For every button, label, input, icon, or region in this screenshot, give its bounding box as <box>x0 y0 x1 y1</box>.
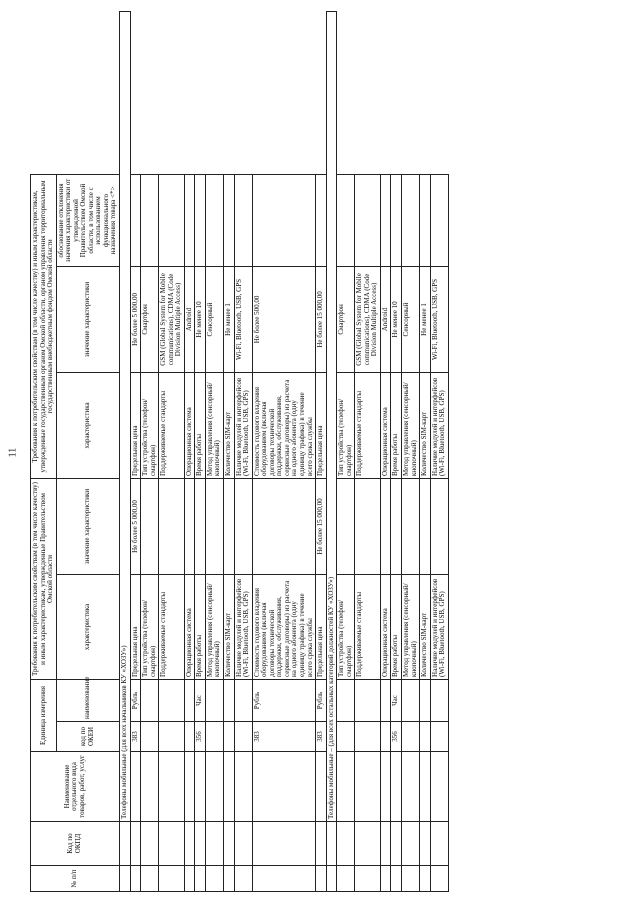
cell-unit <box>401 679 419 721</box>
header-value-gov: значение характеристики <box>56 478 119 574</box>
cell-okei <box>224 722 235 752</box>
cell-num <box>420 866 431 892</box>
cell-item-name <box>420 752 431 822</box>
cell-char-body: Количество SIM-карт <box>224 372 235 478</box>
cell-value-body: Сенсорный <box>205 266 223 372</box>
table-row <box>205 11 223 891</box>
cell-char-body: Метод управления (сенсорный/ кнопочный) <box>401 372 419 478</box>
cell-value-gov <box>355 478 381 574</box>
cell-item-name <box>401 752 419 822</box>
section-title: Телефоны мобильные – (для всех остальных категорий должностей КУ «ХОЗУ») <box>326 11 337 821</box>
cell-value-body: GSM (Global System for Mobile communications), CDMA (Code Division Multiple Access) <box>355 266 381 372</box>
cell-value-gov <box>380 478 391 574</box>
cell-spacer <box>391 11 402 174</box>
cell-value-gov: Не более 15 000,00 <box>316 478 327 574</box>
cell-item-name <box>195 752 206 822</box>
cell-item-name <box>224 752 235 822</box>
cell-okei: 383 <box>130 722 141 752</box>
cell-okei <box>234 722 252 752</box>
cell-spacer <box>420 11 431 174</box>
cell-value-body: Не менее 1 <box>420 266 431 372</box>
cell-okpd <box>224 822 235 866</box>
table-row <box>234 11 252 891</box>
cell-num <box>184 866 195 892</box>
cell-value-body: Не менее 10 <box>195 266 206 372</box>
table-row <box>224 11 235 891</box>
cell-char-body: Время работы <box>195 372 206 478</box>
cell-char-gov: Тип устройства (телефон/смартфон) <box>337 574 355 679</box>
cell-num <box>380 866 391 892</box>
cell-num <box>159 866 185 892</box>
section-title: Телефоны мобильные (для всех начальников КУ «ХОЗУ») <box>120 11 131 821</box>
cell-okei <box>430 722 448 752</box>
cell-spacer <box>337 11 355 174</box>
cell-spacer <box>380 11 391 174</box>
cell-justification <box>355 174 381 266</box>
cell-okei <box>401 722 419 752</box>
cell-char-body: Наличие модулей и интерфейсов (Wi-Fi, Bluetooth, USB, GPS) <box>430 372 448 478</box>
table-row <box>141 11 159 891</box>
cell-okpd <box>355 822 381 866</box>
cell-okei <box>337 722 355 752</box>
cell-okpd <box>234 822 252 866</box>
cell-unit <box>380 679 391 721</box>
table-body <box>120 11 449 891</box>
cell-num <box>316 866 327 892</box>
cell-unit <box>159 679 185 721</box>
cell-item-name <box>391 752 402 822</box>
cell-okei <box>380 722 391 752</box>
cell-spacer <box>224 11 235 174</box>
cell-okei <box>159 722 185 752</box>
cell-value-gov: Не более 5 000,00 <box>130 478 141 574</box>
cell-unit: Час <box>391 679 402 721</box>
cell-okpd <box>326 822 337 866</box>
cell-justification <box>159 174 185 266</box>
header-char-body: характеристика <box>56 372 119 478</box>
cell-spacer <box>141 11 159 174</box>
document-sheet <box>30 12 626 892</box>
cell-spacer <box>205 11 223 174</box>
header-num: № п/п <box>31 866 120 892</box>
cell-value-body: Android <box>184 266 195 372</box>
cell-char-gov: Метод управления (сенсорный/ кнопочный) <box>401 574 419 679</box>
section-row <box>120 11 131 891</box>
cell-value-gov <box>337 478 355 574</box>
cell-char-gov: Поддерживаемые стандарты <box>355 574 381 679</box>
cell-unit: Рубль <box>252 679 315 721</box>
cell-spacer <box>316 11 327 174</box>
cell-num <box>224 866 235 892</box>
cell-justification <box>316 174 327 266</box>
cell-char-body: Предельная цена <box>316 372 327 478</box>
cell-okpd <box>120 822 131 866</box>
cell-okei <box>141 722 159 752</box>
cell-char-body: Тип устройства (телефон/смартфон) <box>337 372 355 478</box>
cell-char-gov: Тип устройства (телефон/смартфон) <box>141 574 159 679</box>
cell-unit <box>420 679 431 721</box>
cell-unit <box>141 679 159 721</box>
cell-value-gov <box>420 478 431 574</box>
cell-justification <box>401 174 419 266</box>
cell-char-body: Поддерживаемые стандарты <box>159 372 185 478</box>
cell-value-gov <box>234 478 252 574</box>
cell-char-gov: Предельная цена <box>316 574 327 679</box>
cell-spacer <box>401 11 419 174</box>
cell-value-body: Не более 15 000,00 <box>316 266 327 372</box>
cell-char-gov: Операционная система <box>380 574 391 679</box>
cell-justification <box>234 174 252 266</box>
cell-value-gov <box>252 478 315 574</box>
cell-item-name <box>234 752 252 822</box>
cell-value-gov <box>391 478 402 574</box>
cell-unit: Рубль <box>130 679 141 721</box>
cell-value-body: Wi-Fi, Bluetooth, USB, GPS <box>234 266 252 372</box>
cell-value-body: Wi-Fi, Bluetooth, USB, GPS <box>430 266 448 372</box>
cell-item-name <box>184 752 195 822</box>
cell-okpd <box>337 822 355 866</box>
cell-char-gov: Количество SIM-карт <box>420 574 431 679</box>
cell-okpd <box>159 822 185 866</box>
cell-value-body: Не более 500,00 <box>252 266 315 372</box>
table-row <box>184 11 195 891</box>
cell-char-body: Операционная система <box>380 372 391 478</box>
cell-char-gov: Метод управления (сенсорный/ кнопочный) <box>205 574 223 679</box>
cell-item-name <box>337 752 355 822</box>
cell-char-body: Стоимость годового владения оборудованием (включая договоры технической поддержки, обслуживания, сервисные договоры) из расчета на одного абонента (одну единицу трафика) в течение всего срока службы <box>252 372 315 478</box>
cell-unit <box>224 679 235 721</box>
cell-justification <box>184 174 195 266</box>
cell-num <box>141 866 159 892</box>
cell-spacer <box>252 11 315 174</box>
table-row <box>430 11 448 891</box>
cell-okpd <box>195 822 206 866</box>
table-row <box>355 11 381 891</box>
cell-spacer <box>195 11 206 174</box>
cell-num <box>195 866 206 892</box>
header-spacer <box>31 11 120 174</box>
cell-char-body: Тип устройства (телефон/смартфон) <box>141 372 159 478</box>
cell-value-gov <box>224 478 235 574</box>
cell-num <box>401 866 419 892</box>
cell-num <box>337 866 355 892</box>
cell-okei <box>184 722 195 752</box>
cell-value-gov <box>205 478 223 574</box>
cell-unit: Час <box>195 679 206 721</box>
cell-spacer <box>130 11 141 174</box>
cell-okpd <box>430 822 448 866</box>
header-justification: обоснование отклонения значения характеристики от утвержденной Правительством Омской области, в том числе с использованием функционального назначения товара <*> <box>56 174 119 266</box>
cell-spacer <box>184 11 195 174</box>
cell-justification <box>420 174 431 266</box>
cell-char-body: Наличие модулей и интерфейсов (Wi-Fi, Bluetooth, USB, GPS) <box>234 372 252 478</box>
cell-item-name <box>355 752 381 822</box>
cell-unit: Рубль <box>316 679 327 721</box>
cell-item-name <box>252 752 315 822</box>
table-row <box>195 11 206 891</box>
cell-okpd <box>391 822 402 866</box>
cell-value-gov <box>184 478 195 574</box>
cell-char-gov: Время работы <box>195 574 206 679</box>
cell-unit <box>337 679 355 721</box>
table-row <box>130 11 141 891</box>
cell-num <box>252 866 315 892</box>
cell-okpd <box>380 822 391 866</box>
cell-justification <box>195 174 206 266</box>
cell-num <box>326 866 337 892</box>
header-req-gov: Требования к потребительским свойствам (в том числе качеству) и иным характеристикам, утвержденные Правительством Омской области <box>31 478 57 679</box>
cell-okpd <box>184 822 195 866</box>
cell-okei: 356 <box>391 722 402 752</box>
cell-okei: 383 <box>252 722 315 752</box>
cell-num <box>430 866 448 892</box>
cell-justification <box>224 174 235 266</box>
table-row <box>420 11 431 891</box>
cell-char-body: Время работы <box>391 372 402 478</box>
cell-num <box>391 866 402 892</box>
table-row <box>337 11 355 891</box>
cell-justification <box>430 174 448 266</box>
cell-unit <box>184 679 195 721</box>
table-row <box>252 11 315 891</box>
header-unit: Единица измерения <box>31 679 57 751</box>
cell-value-body: Сенсорный <box>401 266 419 372</box>
table-row <box>159 11 185 891</box>
header-unit-okei: код по ОКЕИ <box>56 722 119 752</box>
cell-spacer <box>355 11 381 174</box>
cell-char-gov: Наличие модулей и интерфейсов (Wi-Fi, Bluetooth, USB, GPS) <box>234 574 252 679</box>
table-row <box>316 11 327 891</box>
cell-okei <box>355 722 381 752</box>
page-number: 11 <box>7 447 19 458</box>
cell-value-gov <box>401 478 419 574</box>
table-row <box>401 11 419 891</box>
cell-char-gov: Поддерживаемые стандарты <box>159 574 185 679</box>
cell-char-gov: Количество SIM-карт <box>224 574 235 679</box>
cell-unit <box>355 679 381 721</box>
header-char-gov: характеристика <box>56 574 119 679</box>
cell-spacer <box>159 11 185 174</box>
cell-justification <box>252 174 315 266</box>
cell-okpd <box>205 822 223 866</box>
section-row <box>326 11 337 891</box>
cell-justification <box>337 174 355 266</box>
cell-value-body: Android <box>380 266 391 372</box>
requirements-table <box>30 11 449 892</box>
cell-item-name <box>380 752 391 822</box>
cell-item-name <box>205 752 223 822</box>
table-row <box>391 11 402 891</box>
cell-okpd <box>252 822 315 866</box>
cell-okpd <box>130 822 141 866</box>
cell-value-body: Не менее 1 <box>224 266 235 372</box>
cell-okei: 356 <box>195 722 206 752</box>
header-req-body: Требования к потребительским свойствам (в том числе качеству) и иным характеристикам, утвержденные государственным органом Омской области, органом управления территориальным государственным внебюджетным фондом Омской области <box>31 174 57 478</box>
cell-justification <box>380 174 391 266</box>
cell-value-body: GSM (Global System for Mobile communications), CDMA (Code Division Multiple Access) <box>159 266 185 372</box>
cell-item-name <box>316 752 327 822</box>
cell-okpd <box>316 822 327 866</box>
cell-num <box>205 866 223 892</box>
cell-okpd <box>401 822 419 866</box>
cell-justification <box>141 174 159 266</box>
cell-value-gov <box>195 478 206 574</box>
cell-justification <box>130 174 141 266</box>
header-value-body: значение характеристики <box>56 266 119 372</box>
header-item-name: Наименование отдельного вида товаров, работ, услуг <box>31 752 120 822</box>
table-row <box>380 11 391 891</box>
cell-item-name <box>130 752 141 822</box>
cell-item-name <box>141 752 159 822</box>
cell-item-name <box>159 752 185 822</box>
cell-char-gov: Стоимость годового владения оборудованием (включая договоры технической поддержки, обслуживания, сервисные договоры) из расчета на одного абонента (одну единицу трафика) в течение всего срока службы <box>252 574 315 679</box>
cell-okei: 383 <box>316 722 327 752</box>
cell-char-body: Предельная цена <box>130 372 141 478</box>
cell-okei <box>420 722 431 752</box>
cell-value-body: Не менее 10 <box>391 266 402 372</box>
cell-unit <box>234 679 252 721</box>
cell-num <box>120 866 131 892</box>
cell-value-gov <box>141 478 159 574</box>
cell-spacer <box>430 11 448 174</box>
header-okpd-code: Код по ОКПД <box>31 822 120 866</box>
cell-unit <box>430 679 448 721</box>
cell-value-body: Смартфон <box>141 266 159 372</box>
cell-value-body: Не более 5 000,00 <box>130 266 141 372</box>
cell-okei <box>205 722 223 752</box>
cell-value-gov <box>430 478 448 574</box>
table-header <box>31 11 120 891</box>
cell-justification <box>391 174 402 266</box>
cell-char-gov: Наличие модулей и интерфейсов (Wi-Fi, Bluetooth, USB, GPS) <box>430 574 448 679</box>
cell-char-body: Операционная система <box>184 372 195 478</box>
cell-okpd <box>420 822 431 866</box>
cell-char-gov: Предельная цена <box>130 574 141 679</box>
cell-value-gov <box>159 478 185 574</box>
cell-char-body: Поддерживаемые стандарты <box>355 372 381 478</box>
cell-item-name <box>430 752 448 822</box>
cell-okpd <box>141 822 159 866</box>
cell-char-gov: Операционная система <box>184 574 195 679</box>
cell-char-body: Количество SIM-карт <box>420 372 431 478</box>
cell-num <box>234 866 252 892</box>
header-unit-name: наименование <box>56 679 119 721</box>
cell-value-body: Смартфон <box>337 266 355 372</box>
cell-spacer <box>234 11 252 174</box>
cell-justification <box>205 174 223 266</box>
cell-char-body: Метод управления (сенсорный/ кнопочный) <box>205 372 223 478</box>
cell-char-gov: Время работы <box>391 574 402 679</box>
cell-unit <box>205 679 223 721</box>
cell-num <box>130 866 141 892</box>
cell-num <box>355 866 381 892</box>
